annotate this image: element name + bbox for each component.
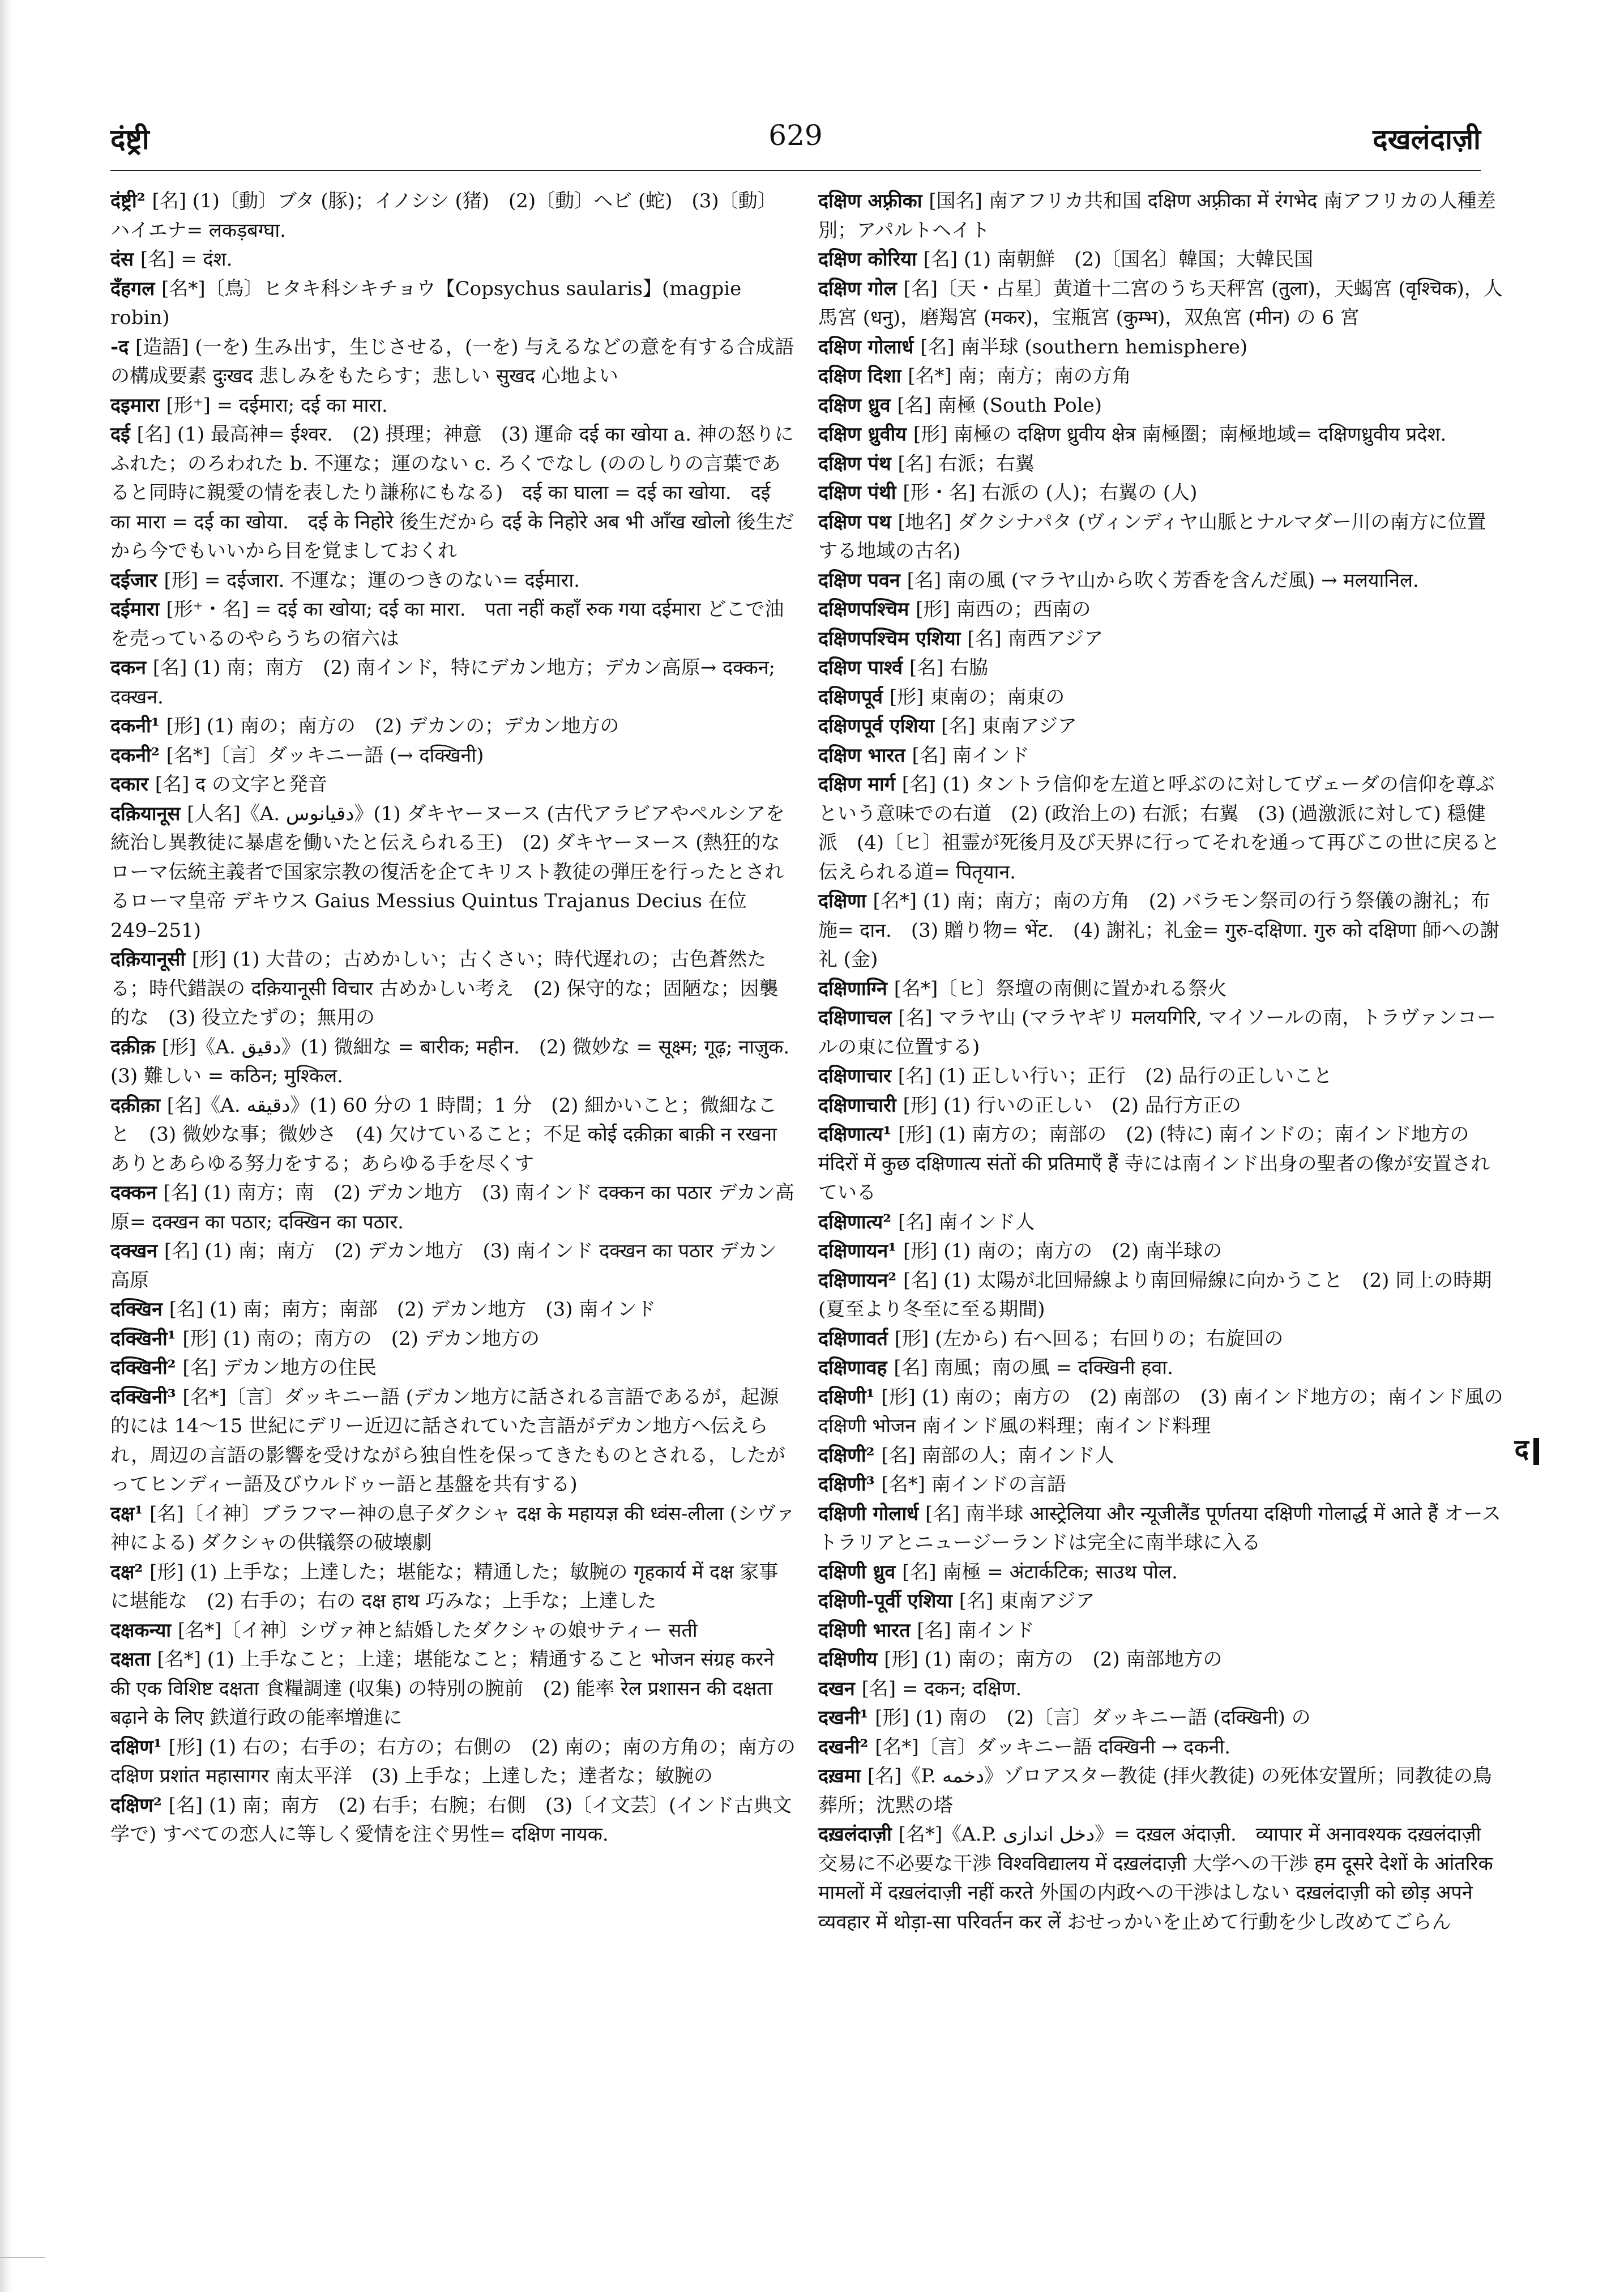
dictionary-entry	[110, 741, 796, 771]
entry-definition: [名] デカン地方の住民	[182, 1356, 377, 1379]
entry-headword: दक्षिण भारत	[818, 744, 912, 767]
dictionary-entry	[110, 333, 796, 391]
entry-definition: [形] (左から) 右へ回る；右回りの；右旋回の	[894, 1327, 1284, 1350]
entry-headword: दक्षिण अफ़्रीका	[818, 190, 929, 212]
entry-headword: दक्षकन्या	[110, 1619, 178, 1642]
entry-definition: [名] (1) 最高神= ईश्वर. (2) 摂理；神意 (3) 運命 दई का खोया a. 神の怒りにふれた；のろわれた b. 不運な；運のない c. ろくでなし (ののしりの言葉であると同時に親愛の情を表したり謙称にもなる) दई का घाला = दई का खोया. दई का मारा = दई का खोया. दई के निहोरे 後生だから दई के निहोरे अब भी आँख खोलो 後生だから今でもいいから目を覚ましておくれ	[110, 423, 794, 562]
entry-definition: [名]《A. دقیقه》(1) 60 分の 1 時間；1 分 (2) 細かいこと；微細なこと (3) 微妙な事；微妙さ (4) 欠けていること；不足 कोई दक़ीक़ा बाक़ी न रखना ありとあらゆる努力をする；あらゆる手を尽くす	[110, 1094, 777, 1175]
entry-headword: दक्षिणी²	[818, 1444, 882, 1467]
entry-headword: दक्षिण कोरिया	[818, 248, 924, 271]
dictionary-entry	[818, 1062, 1503, 1091]
entry-headword: दक्षिणात्य¹	[818, 1123, 898, 1146]
entry-headword: दक्षिण गोलार्ध	[818, 335, 921, 358]
entry-headword: दक्खिन	[110, 1298, 169, 1321]
entry-definition: [形] (1) 行いの正しい (2) 品行方正の	[903, 1094, 1241, 1117]
entry-headword: दक्षिणायन²	[818, 1269, 903, 1292]
dictionary-entry	[110, 1500, 796, 1558]
entry-definition: [名] (1) 南；南方 (2) 右手；右腕；右側 (3)〔イ文芸〕(インド古典文学で) すべての恋人に等しく愛情を注ぐ男性= दक्षिण नायक.	[110, 1794, 792, 1846]
entry-headword: दकन	[110, 656, 153, 679]
dictionary-entry	[818, 566, 1503, 596]
page-number: 629	[768, 119, 823, 152]
entry-definition: [名] (1) 南朝鮮 (2)〔国名〕韓国；大韓民国	[923, 248, 1314, 271]
dictionary-entry	[818, 362, 1503, 391]
dictionary-entry	[110, 275, 796, 333]
dictionary-entry	[110, 945, 796, 1033]
dictionary-entry	[818, 1470, 1503, 1500]
entry-definition: [形] (1) 上手な；上達した；堪能な；精通した；敏腕の गृहकार्य में दक्ष 家事に堪能な (2) 右手の；右の दक्ष हाथ 巧みな；上手な；上達した	[110, 1560, 779, 1612]
entry-definition: [名*]〔ヒ〕祭壇の南側に置かれる祭火	[894, 977, 1227, 1000]
dictionary-entry	[818, 1004, 1503, 1062]
entry-headword: दईमारा	[110, 598, 166, 621]
entry-definition: [名] 右脇	[909, 656, 989, 679]
dictionary-entry	[110, 566, 796, 596]
entry-headword: दक्ष²	[110, 1560, 150, 1584]
entry-headword: दंस	[110, 248, 140, 271]
entry-headword: दक्कन	[110, 1181, 164, 1204]
entry-headword: दँहगल	[110, 277, 162, 300]
entry-headword: दक्ष¹	[110, 1502, 150, 1525]
entry-definition: [名]《P. دخمه》ゾロアスター教徒 (拝火教徒) の死体安置所；同教徒の鳥葬所；沈黙の塔	[818, 1765, 1492, 1817]
dictionary-entry	[110, 1179, 796, 1237]
entry-definition: [名] 南西アジア	[967, 627, 1104, 650]
entry-definition: [名*] 南；南方；南の方角	[908, 365, 1131, 387]
entry-headword: दक्षिणाग्नि	[818, 977, 894, 1000]
dictionary-entry	[818, 450, 1503, 479]
dictionary-entry	[110, 1091, 796, 1179]
entry-definition: [名] 南半球 (southern hemisphere)	[920, 335, 1248, 358]
entry-headword: दक्षिण गोल	[818, 277, 904, 300]
thumb-index-marker	[1515, 1430, 1540, 1467]
entry-definition: [名*] (1) 南；南方；南の方角 (2) バラモン祭司の行う祭儀の謝礼；布施= दान. (3) 贈り物= भेंट. (4) 謝礼；礼金= गुरु-दक्षिणा. गुरु को दक्षिणा 師への謝礼 (金)	[818, 890, 1499, 971]
entry-definition: [名*]《A.P. دخل اندازی》= दख़ल अंदाज़ी. व्यापार में अनावश्यक दख़लंदाज़ी 交易に不必要な干渉 विश्वविद्यालय में दख़लंदाज़ी 大学への干渉 हम दूसरे देशों के आंतरिक मामलों में दख़लंदाज़ी नहीं करते 外国の内政への干渉はしない दख़लंदाज़ी को छोड़ अपने व्यवहार में थोड़ा-सा परिवर्तन कर लें おせっかいを止めて行動を少し改めてごらん	[818, 1823, 1493, 1934]
entry-definition: [形] (1) 南の；南方の (2) 南半球の	[903, 1240, 1223, 1262]
scan-corner-mark	[0, 2257, 45, 2258]
entry-definition: [名] (1) 南；南方；南部 (2) デカン地方 (3) 南インド	[169, 1298, 656, 1321]
dictionary-entry	[818, 245, 1503, 275]
dictionary-entry	[818, 1208, 1503, 1237]
entry-definition: [名] = दकन; दक्षिण.	[861, 1677, 1022, 1700]
entry-definition: [名] 南風；南の風 = दक्खिनी हवा.	[894, 1356, 1173, 1379]
entry-definition: [名] 右派；右翼	[898, 452, 1035, 475]
dictionary-entry	[818, 1820, 1503, 1937]
entry-headword: दक्षिणी-पूर्वी एशिया	[818, 1590, 959, 1612]
entry-headword: दक्षिणायन¹	[818, 1240, 903, 1262]
entry-headword: दक्षिण ध्रुवीय	[818, 423, 913, 446]
entry-headword: दक्षिणा	[818, 890, 873, 912]
dictionary-entry	[818, 1354, 1503, 1383]
entry-definition: [形]《A. دقیق》(1) 微細な = बारीक; महीन. (2) 微妙な = सूक्ष्म; गूढ़; नाज़ुक. (3) 難しい = कठिन; मुश्किल.	[110, 1035, 809, 1087]
dictionary-entry	[818, 1558, 1503, 1587]
dictionary-entry	[818, 1091, 1503, 1121]
entry-headword: दक्षिणपश्चिम	[818, 598, 916, 621]
dictionary-entry	[110, 1733, 796, 1791]
entry-definition: [形⁺・名] = दई का खोया; दई का मारा. पता नहीं कहाँ रुक गया दईमारा どこで油を売っているのやらうちの宿六は	[110, 598, 784, 650]
entry-definition: [名] (1) 南；南方 (2) 南インド，特にデカン地方；デカン高原→ दक्कन; दक्खन.	[110, 656, 776, 708]
entry-headword: दक्षिणावह	[818, 1356, 894, 1379]
entry-headword: दईजार	[110, 569, 164, 592]
right-column	[818, 187, 1503, 2203]
dictionary-entry	[110, 654, 796, 712]
dictionary-entry	[818, 712, 1503, 741]
dictionary-entry	[818, 654, 1503, 683]
entry-headword: दक्षिणाचारी	[818, 1094, 903, 1117]
entry-headword: दक़ीक़	[110, 1035, 162, 1058]
dictionary-entry	[818, 420, 1503, 450]
dictionary-entry	[818, 1266, 1503, 1325]
entry-definition: [形] 南西の；西南の	[916, 598, 1091, 621]
entry-headword: दक्षिण पार्श्व	[818, 656, 909, 679]
dictionary-entry	[110, 1791, 796, 1850]
entry-definition: [造語] (一を) 生み出す，生じさせる，(一を) 与えるなどの意を有する合成語の構成要素 दुःखद 悲しみをもたらす；悲しい सुखद 心地よい	[110, 335, 794, 387]
entry-definition: [形] (1) 右の；右手の；右方の；右側の (2) 南の；南の方角の；南方の दक्षिण प्रशांत महासागर 南太平洋 (3) 上手な；上達した；達者な；敏腕の	[110, 1735, 796, 1787]
entry-definition: [形] (1) 南の；南方の (2) デカンの；デカン地方の	[166, 715, 619, 737]
entry-definition: [名] 東南アジア	[959, 1590, 1095, 1612]
dictionary-entry	[110, 1033, 809, 1091]
entry-headword: दकनी²	[110, 744, 166, 767]
entry-headword: दक्षिण ध्रुव	[818, 394, 898, 417]
entry-headword: दखनी¹	[818, 1706, 875, 1729]
entry-definition: [形] 東南の；南東の	[889, 685, 1065, 708]
dictionary-entry	[110, 1325, 796, 1354]
entry-headword: दकार	[110, 773, 155, 796]
dictionary-entry	[110, 187, 796, 245]
entry-headword: दई	[110, 423, 137, 446]
entry-headword: दक्षिणपश्चिम एशिया	[818, 627, 968, 650]
dictionary-entry	[818, 391, 1503, 421]
dictionary-entry	[818, 479, 1503, 508]
entry-definition: [名]〔天・占星〕黄道十二宮のうち天秤宮 (तुला)，天蝎宮 (वृश्चिक)，人馬宮 (धनु)，磨羯宮 (मकर)，宝瓶宮 (कुम्भ)，双魚宮 (मीन) の 6 宮	[818, 277, 1503, 329]
left-column	[110, 187, 809, 2203]
dictionary-entry	[818, 595, 1503, 625]
entry-headword: दक्षिण पथ	[818, 510, 898, 533]
entry-definition: [名] 南インド	[917, 1619, 1035, 1642]
entry-headword: दक्खिनी²	[110, 1356, 183, 1379]
entry-headword: दक्षिण¹	[110, 1735, 169, 1759]
dictionary-entry	[818, 1675, 1503, 1704]
entry-definition: [形] (1) 南の；南方の (2) 南部地方の	[884, 1648, 1223, 1671]
entry-definition: [形⁺] = दईमारा; दई का मारा.	[166, 394, 388, 417]
dictionary-entry	[818, 1325, 1503, 1354]
entry-definition: [地名] ダクシナパタ (ヴィンディヤ山脈とナルマダー川の南方に位置する地域の古名)	[818, 510, 1486, 562]
dictionary-entry	[110, 420, 796, 566]
entry-definition: [名*]〔言〕ダッキニー語 दक्खिनी → दकनी.	[875, 1735, 1231, 1759]
entry-headword: दक्षिण पवन	[818, 569, 907, 592]
entry-definition: [形] 南極の दक्षिण ध्रुवीय क्षेत्र 南極圏；南極地域= दक्षिणध्रुवीय प्रदेश.	[913, 423, 1447, 446]
dictionary-entry	[110, 1354, 796, 1383]
dictionary-entry	[818, 333, 1503, 362]
entry-definition: [名] 南半球 आस्ट्रेलिया और न्यूजीलैंड पूर्णतया दक्षिणी गोलार्द्ध में आते हैं オーストラリアとニュージーランドは完全に南半球に入る	[818, 1502, 1501, 1554]
entry-definition: [名]〔イ神〕ブラフマー神の息子ダクシャ दक्ष के महायज्ञ की ध्वंस-लीला (シヴァ神による) ダクシャの供犠祭の破壊劇	[110, 1502, 795, 1554]
entry-definition: [名] 東南アジア	[941, 715, 1077, 737]
dictionary-entry	[818, 1762, 1503, 1820]
dictionary-entry	[818, 741, 1503, 771]
entry-definition: [人名]《A. دقیانوس》(1) ダキヤーヌース (古代アラビアやペルシアを統治し異教徒に暴虐を働いたと伝えられる王) (2) ダキヤーヌース (熱狂的なローマ伝統主義者で国家宗教の復活を企てキリスト教徒の弾圧を行ったとされるローマ皇帝 デキウス Gaius Messius Quintus Trajanus Decius 在位 249–251)	[110, 802, 785, 942]
dictionary-entry	[110, 1237, 796, 1295]
dictionary-entry	[110, 800, 796, 946]
dictionary-entry	[818, 1704, 1503, 1733]
thumb-index-bar	[1533, 1438, 1539, 1465]
entry-headword: दक्षिण मार्ग	[818, 773, 902, 796]
entry-headword: दख़मा	[818, 1765, 867, 1787]
entry-definition: [名] (1) 正しい行い；正行 (2) 品行の正しいこと	[898, 1065, 1333, 1087]
dictionary-entry	[110, 1295, 796, 1325]
dictionary-entry	[818, 275, 1503, 333]
entry-definition: [名*]〔鳥〕ヒタキ科シキチョウ【Copsychus saularis】(magpie robin)	[110, 277, 742, 329]
entry-headword: दक्षिणाचल	[818, 1006, 899, 1029]
entry-headword: दख़लंदाज़ी	[818, 1823, 899, 1846]
entry-headword: दइमारा	[110, 394, 166, 417]
dictionary-entry	[818, 508, 1503, 566]
entry-definition: [名] = दंश.	[140, 248, 233, 271]
dictionary-entry	[818, 1383, 1503, 1441]
scan-edge	[0, 0, 12, 2292]
entry-headword: दक्षिणी ध्रुव	[818, 1560, 903, 1584]
dictionary-entry	[818, 770, 1503, 887]
entry-definition: [形・名] 右派の (人)；右翼の (人)	[903, 481, 1198, 504]
entry-definition: [形] (1) 大昔の；古めかしい；古くさい；時代遅れの；古色蒼然たる；時代錯誤の दक़ियानूसी विचार 古めかしい考え (2) 保守的な；固陋な；因襲的な (3) 役立たずの；無用の	[110, 948, 779, 1029]
entry-definition: [名*]〔言〕ダッキニー語 (デカン地方に話される言語であるが，起源的には 14〜15 世紀にデリー近辺に話されていた言語がデカン地方へ伝えられ，周辺の言語の影響を受けながら独自性を保ってきたものとされる，したがってヒンディー語及びウルドゥー語と基盤を共有する)	[110, 1385, 786, 1496]
dictionary-entry	[110, 391, 796, 421]
dictionary-entry	[818, 975, 1503, 1004]
header-rule	[110, 170, 1481, 171]
entry-definition: [名] 南部の人；南インド人	[881, 1444, 1114, 1467]
entry-headword: -द	[110, 335, 136, 358]
dictionary-entry	[818, 1500, 1503, 1558]
entry-definition: [名*]〔イ神〕シヴァ神と結婚したダクシャの娘サティー सती	[177, 1619, 698, 1642]
entry-headword: दक्षिणाचार	[818, 1065, 898, 1087]
dictionary-entry	[110, 245, 796, 275]
entry-definition: [名*] 南インドの言語	[881, 1473, 1066, 1496]
entry-headword: दक्षिणी भारत	[818, 1619, 917, 1642]
entry-headword: दक़ीक़ा	[110, 1094, 167, 1117]
entry-definition: [名] 南インド	[912, 744, 1029, 767]
entry-headword: दखनी²	[818, 1735, 875, 1759]
thumb-index-letter: द	[1514, 1433, 1529, 1465]
entry-definition: [名] マラヤ山 (マラヤギリ मलयगिरि, マイソールの南，トラヴァンコールの東に位置する)	[818, 1006, 1497, 1058]
entry-headword: दक्षिण पंथी	[818, 481, 903, 504]
dictionary-entry	[110, 595, 796, 654]
entry-definition: [形] (1) 南方の；南部の (2) (特に) 南インドの；南インド地方の मंदिरों में कुछ दक्षिणात्य संतों की प्रतिमाएँ हैं 寺には南インド出身の聖者の像が安置されている	[818, 1123, 1490, 1204]
entry-definition: [形] (1) 南の (2)〔言〕ダッキニー語 (दक्खिनी) の	[875, 1706, 1311, 1729]
dictionary-entry	[818, 1587, 1503, 1616]
entry-headword: दक्खिनी³	[110, 1385, 183, 1409]
dictionary-entry	[818, 1441, 1503, 1471]
page-header	[110, 119, 1481, 164]
dictionary-entry	[818, 683, 1503, 712]
dictionary-entry	[818, 887, 1503, 975]
entry-definition: [名] (1) 南方；南 (2) デカン地方 (3) 南インド दक्कन का पठार デカン高原= दक्खन का पठार; दक्खिन का पठार.	[110, 1181, 794, 1234]
entry-headword: दकनी¹	[110, 715, 166, 737]
running-head-left: दंष्ट्री	[110, 122, 149, 156]
entry-headword: दक़ियानूसी	[110, 948, 192, 971]
entry-headword: दंष्ट्री²	[110, 190, 152, 212]
entry-headword: दक्षिणपूर्व	[818, 685, 890, 708]
entry-definition: [形] = दईजारा. 不運な；運のつきのない= दईमारा.	[164, 569, 580, 592]
entry-definition: [名] 南インド人	[898, 1210, 1035, 1234]
entry-definition: [国名] 南アフリカ共和国 दक्षिण अफ़्रीका में रंगभेद 南アフリカの人種差別；アパルトヘイト	[818, 190, 1496, 242]
entry-headword: दक्षिण²	[110, 1794, 169, 1817]
entry-definition: [名] द の文字と発音	[155, 773, 327, 796]
entry-headword: दक्षिण दिशा	[818, 365, 908, 387]
entry-definition: [名] 南の風 (マラヤ山から吹く芳香を含んだ風) → मलयानिल.	[907, 569, 1419, 592]
running-head-right: दखलंदाज़ी	[1373, 122, 1481, 156]
dictionary-entry	[818, 1120, 1503, 1208]
entry-definition: [名] (1) 太陽が北回帰線より南回帰線に向かうこと (2) 同上の時期 (夏至より冬至に至る期間)	[818, 1269, 1492, 1321]
entry-headword: दक्षिणात्य²	[818, 1210, 898, 1234]
entry-definition: [形] (1) 南の；南方の (2) 南部の (3) 南インド地方の；南インド風の दक्षिणी भोजन 南インド風の料理；南インド料理	[818, 1385, 1503, 1437]
dictionary-entry	[110, 1383, 796, 1500]
entry-headword: दक्षिण पंथ	[818, 452, 898, 475]
entry-definition: [名] (1) 南；南方 (2) デカン地方 (3) 南インド दक्खन का पठार デカン高原	[110, 1240, 777, 1292]
dictionary-entry	[110, 770, 796, 800]
dictionary-entry	[110, 712, 796, 741]
dictionary-entry	[110, 1558, 796, 1616]
entry-definition: [形] (1) 南の；南方の (2) デカン地方の	[182, 1327, 540, 1350]
entry-headword: दक्खन	[110, 1240, 164, 1262]
dictionary-entry	[818, 1645, 1503, 1675]
entry-headword: दक्षिणी गोलार्ध	[818, 1502, 926, 1525]
dictionary-entry	[110, 1616, 796, 1646]
entry-definition: [名] (1) タントラ信仰を左道と呼ぶのに対してヴェーダの信仰を尊ぶという意味での右道 (2) (政治上の) 右派；右翼 (3) (過激派に対して) 穏健派 (4)〔ヒ〕祖霊が死後月及び天界に行ってそれを通って再びこの世に戻ると伝えられる道= पितृयान.	[818, 773, 1501, 883]
entry-headword: दक्षिणी³	[818, 1473, 882, 1496]
entry-headword: दक्षिणीय	[818, 1648, 884, 1671]
entry-definition: [名] 南極 (South Pole)	[897, 394, 1102, 417]
dictionary-entry	[818, 1616, 1503, 1646]
dictionary-entry	[818, 1733, 1503, 1762]
dictionary-entry	[818, 187, 1503, 245]
entry-headword: दक्षिणावर्त	[818, 1327, 895, 1350]
entry-definition: [名] 南極 = अंटार्कटिक; साउथ पोल.	[902, 1560, 1178, 1584]
entry-headword: दक्खिनी¹	[110, 1327, 183, 1350]
entry-definition: [名*] (1) 上手なこと；上達；堪能なこと；精通すること भोजन संग्रह करने की एक विशिष्ट दक्षता 食糧調達 (収集) の特別の腕前 (2) 能率 रेल प्रशासन की दक्षता बढ़ाने के लिए 鉄道行政の能率増進に	[110, 1648, 775, 1729]
entry-headword: दक़ियानूस	[110, 802, 187, 825]
entry-headword: दक्षिणपूर्व एशिया	[818, 715, 941, 737]
dictionary-entry	[818, 1237, 1503, 1266]
dictionary-entry	[818, 625, 1503, 654]
entry-headword: दक्षता	[110, 1648, 157, 1671]
dictionary-entry	[110, 1645, 796, 1733]
entry-headword: दखन	[818, 1677, 862, 1700]
entry-headword: दक्षिणी¹	[818, 1385, 882, 1409]
entry-definition: [名] (1)〔動〕ブタ (豚)；イノシシ (猪) (2)〔動〕ヘビ (蛇) (3)〔動〕ハイエナ= लकड़बग्घा.	[110, 190, 777, 242]
entry-definition: [名*]〔言〕ダッキニー語 (→ दक्खिनी)	[166, 744, 484, 767]
